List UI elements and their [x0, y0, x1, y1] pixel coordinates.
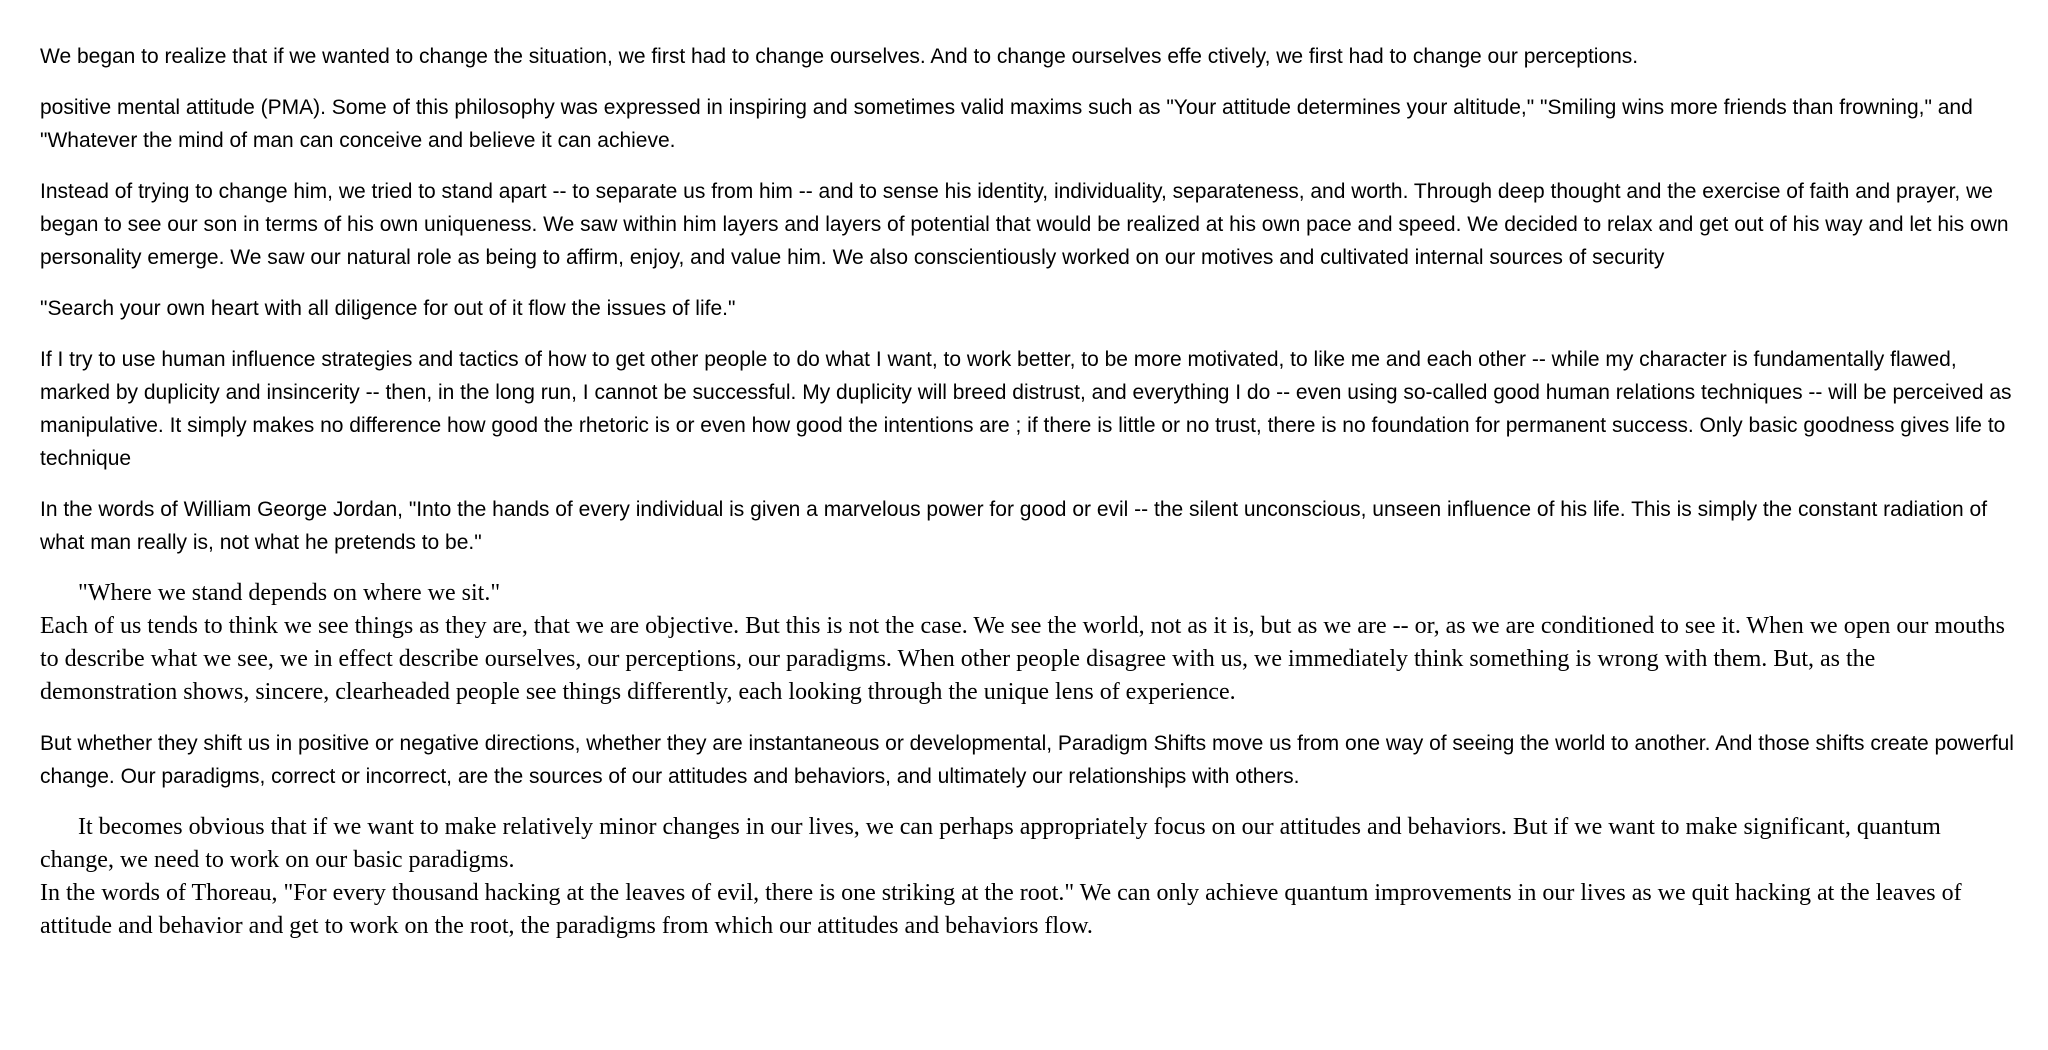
- quantum-change-text: It becomes obvious that if we want to make relatively minor changes in our lives, we can perhaps appropriately focus on our attitudes and behaviors. But if we want to make significant, quantum change, we need to work on our basic paradigms.: [40, 814, 1941, 873]
- paragraph-william-george-jordan: In the words of William George Jordan, "Into the hands of every individual is given a marvelous power for good or evil -- the silent unconscious, unseen influence of his life. This is simply the constant radiation of what man really is, not what he pretends to be.": [40, 498, 1988, 554]
- paragraph-change-ourselves: We began to realize that if we wanted to change the situation, we first had to change ourselves. And to change ourselves effe ctively, we first had to change our perceptions.: [40, 45, 1639, 68]
- serif-objective-paragraph: Each of us tends to think we see things as they are, that we are objective. But this is not the case. We see the world, not as it is, but as we are -- or, as we are conditioned to see it. When we open our mouths to describe what we see, we in effect describe ourselves, our perceptions, our paradigms. When other people disagree with us, we immediately think something is wrong with them. But, as the demonstration shows, sincere, clearheaded people see things differently, each looking through the unique lens of experience.: [40, 613, 2006, 705]
- serif-block-where-we-stand: [40, 577, 2015, 709]
- where-we-stand-quote: "Where we stand depends on where we sit.": [78, 580, 501, 606]
- document-page: [40, 40, 2015, 961]
- serif-block-quantum-change: [40, 811, 2015, 943]
- serif-quote-line: [40, 577, 2015, 610]
- paragraph-pma: positive mental attitude (PMA). Some of this philosophy was expressed in inspiring and sometimes valid maxims such as "Your attitude determines your altitude," "Smiling wins more friends than frowning," and "Whatever the mind of man can conceive and believe it can achieve.: [40, 96, 1973, 152]
- paragraph-paradigm-shifts: But whether they shift us in positive or negative directions, whether they are instantaneous or developmental, Paradigm Shifts move us from one way of seeing the world to another. And those shifts create powerful change. Our paradigms, correct or incorrect, are the sources of our attitudes and behaviors, and ultimately our relationships with others.: [40, 732, 2014, 788]
- paragraph-human-influence: If I try to use human influence strategies and tactics of how to get other people to do what I want, to work better, to be more motivated, to like me and each other -- while my character is fundamentally flawed, marked by duplicity and insincerity -- then, in the long run, I cannot be successful. My duplicity will breed distrust, and everything I do -- even using so-called good human relations techniques -- will be perceived as manipulative. It simply makes no difference how good the rhetoric is or even how good the intentions are ; if there is little or no trust, there is no foundation for permanent success. Only basic goodness gives life to technique: [40, 348, 2012, 470]
- paragraph-search-heart-quote: "Search your own heart with all diligence for out of it flow the issues of life.": [40, 297, 736, 320]
- serif-quantum-line: [40, 811, 2015, 877]
- paragraph-son-uniqueness: Instead of trying to change him, we tried to stand apart -- to separate us from him -- and to sense his identity, individuality, separateness, and worth. Through deep thought and the exercise of faith and prayer, we began to see our son in terms of his own uniqueness. We saw within him layers and layers of potential that would be realized at his own pace and speed. We decided to relax and get out of his way and let his own personality emerge. We saw our natural role as being to affirm, enjoy, and value him. We also conscientiously worked on our motives and cultivated internal sources of security: [40, 180, 2009, 269]
- serif-thoreau-paragraph: In the words of Thoreau, "For every thousand hacking at the leaves of evil, there is one striking at the root." We can only achieve quantum improvements in our lives as we quit hacking at the leaves of attitude and behavior and get to work on the root, the paradigms from which our attitudes and behaviors flow.: [40, 880, 1962, 939]
